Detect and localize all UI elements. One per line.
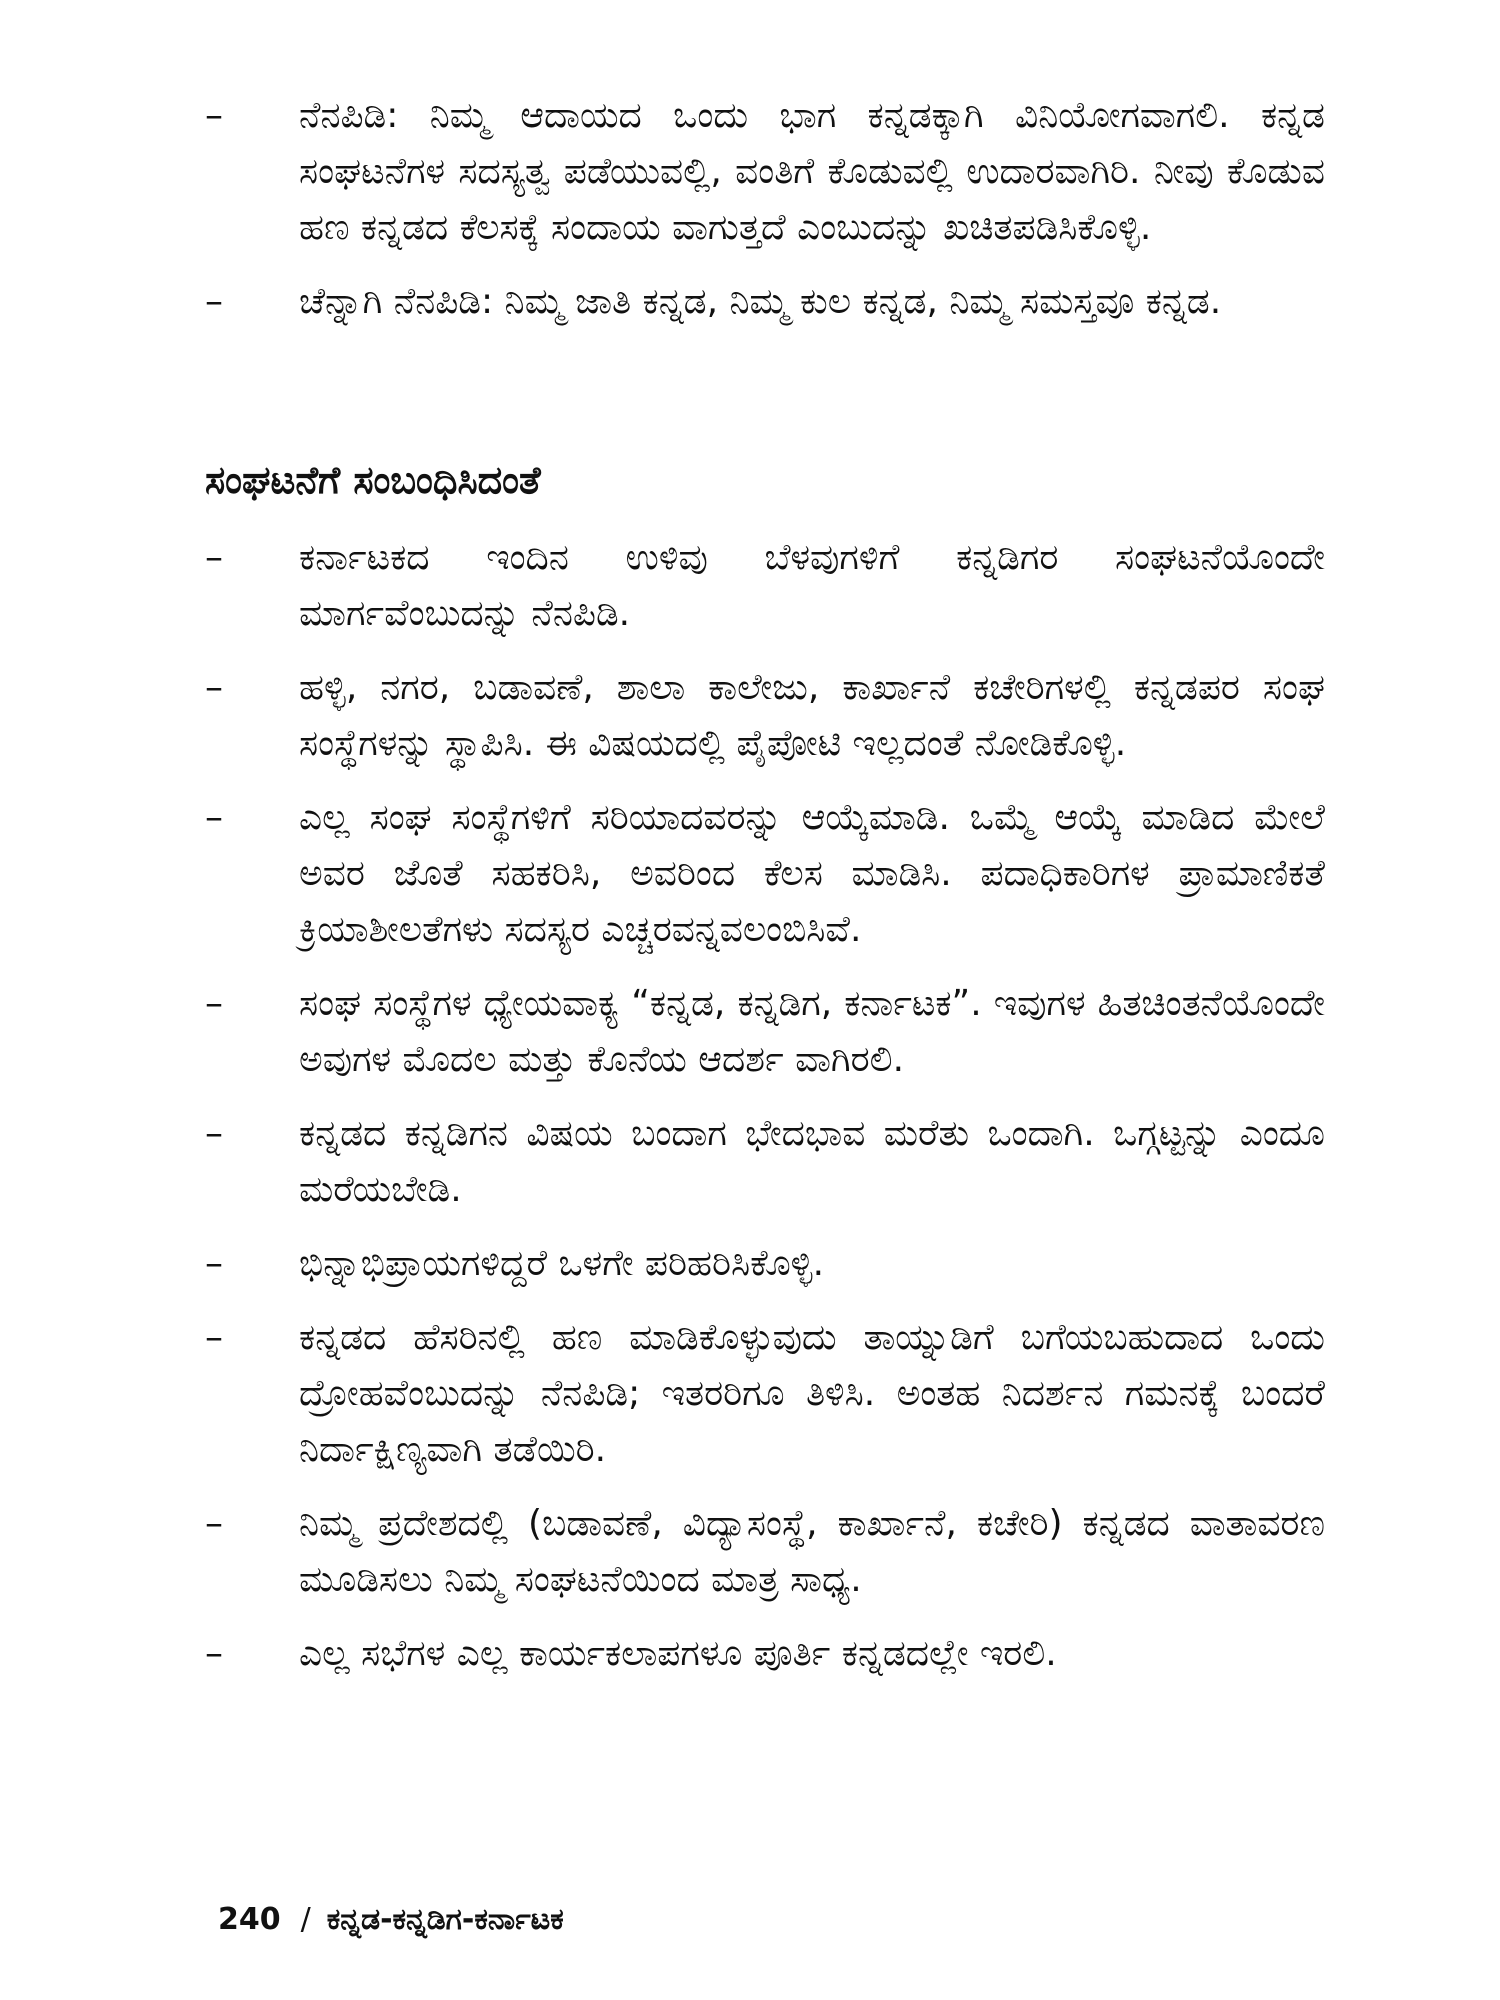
dash-bullet: – [205, 1113, 223, 1154]
section-heading: ಸಂಘಟನೆಗೆ ಸಂಬಂಧಿಸಿದಂತೆ [205, 458, 541, 502]
list-item [205, 1496, 1325, 1608]
dash-bullet: – [205, 1503, 223, 1544]
list-item [205, 530, 1325, 642]
page-footer [218, 1900, 564, 1940]
dash-bullet: – [205, 983, 223, 1024]
list-item [205, 1236, 1325, 1292]
list-item-text: ಚೆನ್ನಾಗಿ ನೆನಪಿಡಿ: ನಿಮ್ಮ ಜಾತಿ ಕನ್ನಡ, ನಿಮ್ಮ ಕುಲ ಕನ್ನಡ, ನಿಮ್ಮ ಸಮಸ್ತವೂ ಕನ್ನಡ. [299, 281, 1222, 322]
footer-separator: / [300, 1902, 311, 1937]
list-item [205, 274, 1325, 330]
list-item [205, 976, 1325, 1088]
list-item-text: ಹಳ್ಳಿ, ನಗರ, ಬಡಾವಣೆ, ಶಾಲಾ ಕಾಲೇಜು, ಕಾರ್ಖಾನೆ ಕಚೇರಿಗಳಲ್ಲಿ ಕನ್ನಡಪರ ಸಂಘ ಸಂಸ್ಥೆಗಳನ್ನು ಸ್ಥಾಪಿಸಿ. ಈ ವಿಷಯದಲ್ಲಿ ಪೈಪೋಟಿ ಇಲ್ಲದಂತೆ ನೋಡಿಕೊಳ್ಳಿ. [299, 667, 1325, 764]
dash-bullet: – [205, 537, 223, 578]
list-item [205, 660, 1325, 772]
list-item-text: ಭಿನ್ನಾಭಿಪ್ರಾಯಗಳಿದ್ದರೆ ಒಳಗೇ ಪರಿಹರಿಸಿಕೊಳ್ಳಿ. [299, 1243, 825, 1284]
page-number: 240 [218, 1902, 281, 1937]
dash-bullet: – [205, 667, 223, 708]
list-item-text: ಸಂಘ ಸಂಸ್ಥೆಗಳ ಧ್ಯೇಯವಾಕ್ಯ “ಕನ್ನಡ, ಕನ್ನಡಿಗ, ಕರ್ನಾಟಕ”. ಇವುಗಳ ಹಿತಚಿಂತನೆಯೊಂದೇ ಅವುಗಳ ಮೊದಲ ಮತ್ತು ಕೊನೆಯ ಆದರ್ಶ ವಾಗಿರಲಿ. [299, 983, 1325, 1080]
dash-bullet: – [205, 1633, 223, 1674]
list-item-text: ನೆನಪಿಡಿ: ನಿಮ್ಮ ಆದಾಯದ ಒಂದು ಭಾಗ ಕನ್ನಡಕ್ಕಾಗಿ ವಿನಿಯೋಗವಾಗಲಿ. ಕನ್ನಡ ಸಂಘಟನೆಗಳ ಸದಸ್ಯತ್ವ ಪಡೆಯುವಲ್ಲಿ, ವಂತಿಗೆ ಕೊಡುವಲ್ಲಿ ಉದಾರವಾಗಿರಿ. ನೀವು ಕೊಡುವ ಹಣ ಕನ್ನಡದ ಕೆಲಸಕ್ಕೆ ಸಂದಾಯ ವಾಗುತ್ತದೆ ಎಂಬುದನ್ನು ಖಚಿತಪಡಿಸಿಕೊಳ್ಳಿ. [299, 95, 1325, 248]
list-item-text: ನಿಮ್ಮ ಪ್ರದೇಶದಲ್ಲಿ (ಬಡಾವಣೆ, ವಿದ್ಯಾಸಂಸ್ಥೆ, ಕಾರ್ಖಾನೆ, ಕಚೇರಿ) ಕನ್ನಡದ ವಾತಾವರಣ ಮೂಡಿಸಲು ನಿಮ್ಮ ಸಂಘಟನೆಯಿಂದ ಮಾತ್ರ ಸಾಧ್ಯ. [299, 1503, 1325, 1600]
list-item-text: ಕರ್ನಾಟಕದ ಇಂದಿನ ಉಳಿವು ಬೆಳವುಗಳಿಗೆ ಕನ್ನಡಿಗರ ಸಂಘಟನೆಯೊಂದೇ ಮಾರ್ಗವೆಂಬುದನ್ನು ನೆನಪಿಡಿ. [299, 537, 1325, 634]
list-item-text: ಕನ್ನಡದ ಹೆಸರಿನಲ್ಲಿ ಹಣ ಮಾಡಿಕೊಳ್ಳುವುದು ತಾಯ್ನುಡಿಗೆ ಬಗೆಯಬಹುದಾದ ಒಂದು ದ್ರೋಹವೆಂಬುದನ್ನು ನೆನಪಿಡಿ; ಇತರರಿಗೂ ತಿಳಿಸಿ. ಅಂತಹ ನಿದರ್ಶನ ಗಮನಕ್ಕೆ ಬಂದರೆ ನಿರ್ದಾಕ್ಷಿಣ್ಯವಾಗಿ ತಡೆಯಿರಿ. [299, 1317, 1325, 1470]
list-item [205, 88, 1325, 256]
dash-bullet: – [205, 281, 223, 322]
bullet-list-section [205, 530, 1325, 1700]
dash-bullet: – [205, 797, 223, 838]
list-item [205, 1106, 1325, 1218]
dash-bullet: – [205, 1317, 223, 1358]
list-item-text: ಎಲ್ಲ ಸಭೆಗಳ ಎಲ್ಲ ಕಾರ್ಯಕಲಾಪಗಳೂ ಪೂರ್ತಿ ಕನ್ನಡದಲ್ಲೇ ಇರಲಿ. [299, 1633, 1057, 1674]
list-item [205, 790, 1325, 958]
book-title: ಕನ್ನಡ-ಕನ್ನಡಿಗ-ಕರ್ನಾಟಕ [326, 1902, 564, 1937]
list-item-text: ಕನ್ನಡದ ಕನ್ನಡಿಗನ ವಿಷಯ ಬಂದಾಗ ಭೇದಭಾವ ಮರೆತು ಒಂದಾಗಿ. ಒಗ್ಗಟ್ಟನ್ನು ಎಂದೂ ಮರೆಯಬೇಡಿ. [299, 1113, 1325, 1210]
bullet-list-top [205, 88, 1325, 348]
list-item [205, 1310, 1325, 1478]
dash-bullet: – [205, 95, 223, 136]
list-item-text: ಎಲ್ಲ ಸಂಘ ಸಂಸ್ಥೆಗಳಿಗೆ ಸರಿಯಾದವರನ್ನು ಆಯ್ಕೆಮಾಡಿ. ಒಮ್ಮೆ ಆಯ್ಕೆ ಮಾಡಿದ ಮೇಲೆ ಅವರ ಜೊತೆ ಸಹಕರಿಸಿ, ಅವರಿಂದ ಕೆಲಸ ಮಾಡಿಸಿ. ಪದಾಧಿಕಾರಿಗಳ ಪ್ರಾಮಾಣಿಕತೆ ಕ್ರಿಯಾಶೀಲತೆಗಳು ಸದಸ್ಯರ ಎಚ್ಚರವನ್ನವಲಂಬಿಸಿವೆ. [299, 797, 1325, 950]
dash-bullet: – [205, 1243, 223, 1284]
list-item [205, 1626, 1325, 1682]
